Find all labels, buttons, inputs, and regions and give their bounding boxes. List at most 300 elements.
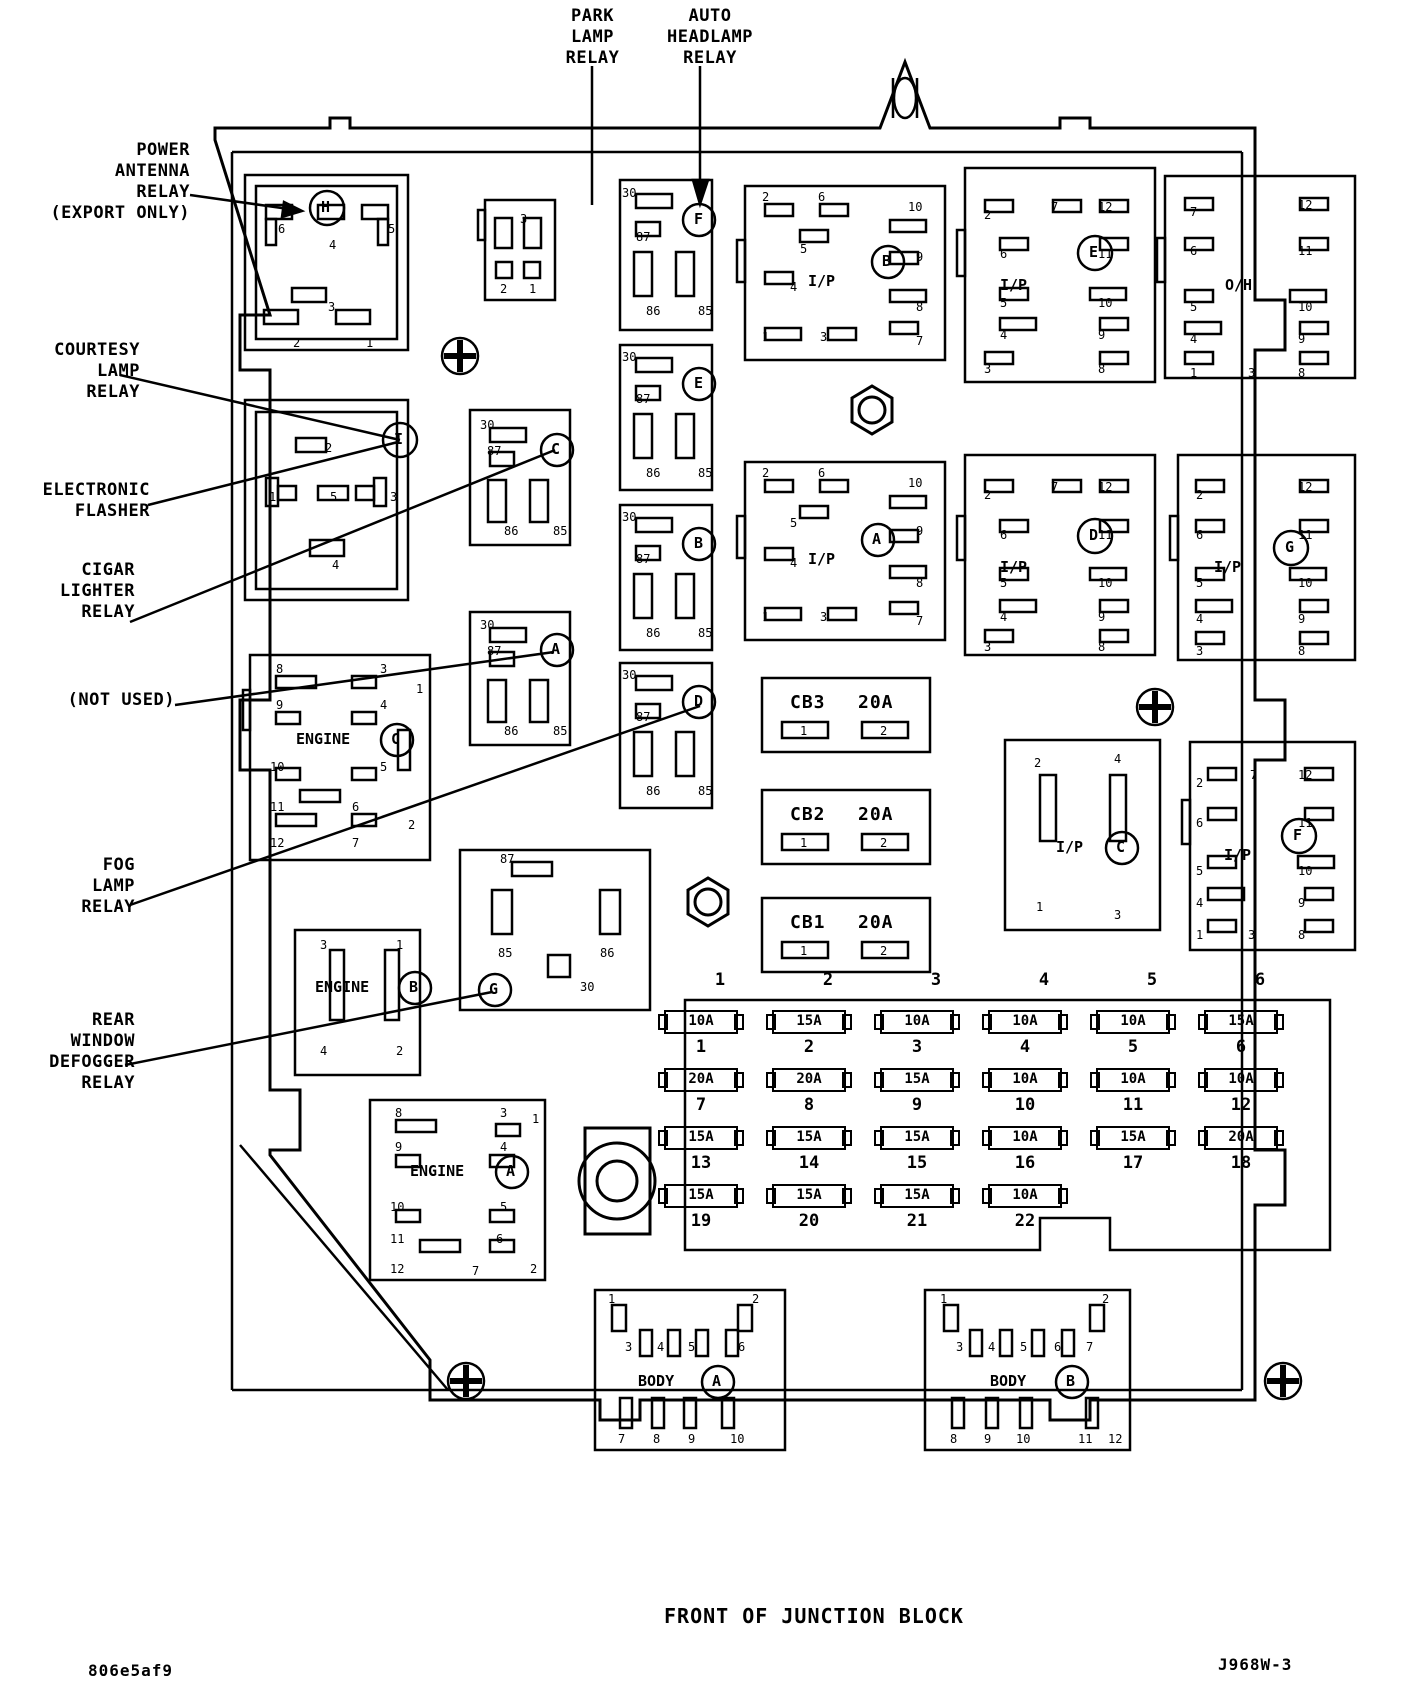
connector-letter-B: B	[882, 252, 892, 270]
pin-87: 87	[636, 552, 651, 566]
pin-85: 85	[553, 524, 568, 538]
fuse-number: 9	[911, 1095, 923, 1115]
pin-1: 1	[800, 724, 808, 738]
pin-6: 6	[278, 222, 286, 236]
pin-5: 5	[1196, 864, 1204, 878]
footer-right-code: J968W-3	[1218, 1655, 1293, 1674]
pin-85: 85	[698, 784, 713, 798]
pin-8: 8	[276, 662, 284, 676]
pin-4: 4	[657, 1340, 665, 1354]
pin-2: 2	[408, 818, 416, 832]
pin-7: 7	[1051, 480, 1059, 494]
pin-3: 3	[320, 938, 328, 952]
connector-name-ip-e: I/P	[1000, 276, 1028, 294]
pin-11: 11	[1298, 528, 1313, 542]
pin-3: 3	[984, 640, 992, 654]
pin-4: 4	[1000, 610, 1008, 624]
pin-87: 87	[487, 444, 502, 458]
pin-85: 85	[553, 724, 568, 738]
connector-name-ip-b: I/P	[808, 272, 836, 290]
pin-6: 6	[1000, 247, 1008, 261]
pin-4: 4	[500, 1140, 508, 1154]
fuse-slot[interactable]	[1090, 1126, 1176, 1178]
pin-1: 1	[1196, 928, 1204, 942]
pin-30: 30	[480, 418, 495, 432]
fuse-rating: 15A	[688, 1129, 714, 1145]
fuse-rating: 15A	[796, 1187, 822, 1203]
fuse-rating: 15A	[904, 1071, 930, 1087]
pin-8: 8	[395, 1106, 403, 1120]
pin-2: 2	[880, 724, 888, 738]
pin-3: 3	[500, 1106, 508, 1120]
pin-3: 3	[390, 490, 398, 504]
pin-2: 2	[530, 1262, 538, 1276]
pin-7: 7	[916, 334, 924, 348]
connector-name-oh: O/H	[1225, 276, 1253, 294]
pin-4: 4	[380, 698, 388, 712]
pin-9: 9	[984, 1432, 992, 1446]
fuse-rating: 20A	[1228, 1129, 1254, 1145]
fuse-column-header: 2	[822, 970, 834, 990]
fuse-number: 13	[690, 1153, 712, 1173]
fuse-column-header: 6	[1254, 970, 1266, 990]
pin-5: 5	[688, 1340, 696, 1354]
pin-1: 1	[416, 682, 424, 696]
fuse-rating: 10A	[1012, 1187, 1038, 1203]
pin-6: 6	[1196, 528, 1204, 542]
pin-9: 9	[1298, 896, 1306, 910]
pin-7: 7	[352, 836, 360, 850]
pin-86: 86	[646, 626, 661, 640]
pin-5: 5	[1190, 300, 1198, 314]
pin-9: 9	[916, 524, 924, 538]
relay-letter-H: H	[321, 198, 331, 216]
pin-87: 87	[636, 392, 651, 406]
fuse-number: 4	[1019, 1037, 1031, 1057]
pin-5: 5	[330, 490, 338, 504]
pin-7: 7	[1086, 1340, 1094, 1354]
pin-86: 86	[646, 784, 661, 798]
fuse-slot[interactable]	[766, 1184, 852, 1236]
pin-3: 3	[1196, 644, 1204, 658]
pin-10: 10	[390, 1200, 405, 1214]
pin-1: 1	[940, 1292, 948, 1306]
fuse-rating: 15A	[1228, 1013, 1254, 1029]
pin-30: 30	[622, 186, 637, 200]
fuse-rating: 10A	[1120, 1013, 1146, 1029]
pin-8: 8	[1298, 928, 1306, 942]
fuse-number: 10	[1014, 1095, 1036, 1115]
fuse-slot[interactable]	[1090, 1010, 1176, 1062]
pin-5: 5	[388, 222, 396, 236]
fuse-rating: 10A	[1120, 1071, 1146, 1087]
relay-letter-F: F	[694, 210, 704, 228]
pin-4: 4	[988, 1340, 996, 1354]
fuse-slot[interactable]	[982, 1126, 1068, 1178]
fuse-rating: 20A	[796, 1071, 822, 1087]
fuse-column-header: 5	[1146, 970, 1158, 990]
fuse-slot[interactable]	[874, 1068, 960, 1120]
pin-1: 1	[608, 1292, 616, 1306]
pin-11: 11	[1078, 1432, 1093, 1446]
pin-10: 10	[270, 760, 285, 774]
pin-9: 9	[1098, 610, 1106, 624]
pin-4: 4	[329, 238, 337, 252]
pin-11: 11	[1298, 244, 1313, 258]
pin-4: 4	[1114, 752, 1122, 766]
connector-letter-B: B	[1066, 1372, 1076, 1390]
callout-electronic-flasher: ELECTRONIC FLASHER	[42, 480, 150, 521]
pin-8: 8	[653, 1432, 661, 1446]
fuse-rating: 15A	[688, 1187, 714, 1203]
callout-cigar-lighter-relay: CIGAR LIGHTER RELAY	[59, 560, 135, 622]
pin-30: 30	[480, 618, 495, 632]
fuse-rating: 15A	[796, 1129, 822, 1145]
relay-letter-D: D	[694, 692, 704, 710]
pin-9: 9	[395, 1140, 403, 1154]
pin-9: 9	[688, 1432, 696, 1446]
pin-8: 8	[1298, 644, 1306, 658]
pin-2: 2	[500, 282, 508, 296]
pin-10: 10	[908, 200, 923, 214]
pin-9: 9	[276, 698, 284, 712]
pin-2: 2	[1196, 776, 1204, 790]
connector-letter-G: G	[1285, 538, 1295, 556]
cb3-rating: 20A	[858, 692, 894, 713]
fuse-slot[interactable]	[658, 1068, 744, 1120]
pin-10: 10	[1098, 296, 1113, 310]
pin-5: 5	[1196, 576, 1204, 590]
pin-6: 6	[818, 466, 826, 480]
connector-letter-A: A	[712, 1372, 722, 1390]
pin-7: 7	[472, 1264, 480, 1278]
fuse-rating: 10A	[904, 1013, 930, 1029]
fuse-slot[interactable]	[766, 1126, 852, 1178]
pin-9: 9	[916, 250, 924, 264]
pin-9: 9	[1298, 332, 1306, 346]
pin-86: 86	[646, 466, 661, 480]
fuse-slot[interactable]	[874, 1184, 960, 1236]
pin-2: 2	[752, 1292, 760, 1306]
fuse-number: 11	[1122, 1095, 1144, 1115]
pin-7: 7	[618, 1432, 626, 1446]
pin-10: 10	[1298, 576, 1313, 590]
pin-2: 2	[984, 488, 992, 502]
pin-1: 1	[1036, 900, 1044, 914]
pin-6: 6	[1000, 528, 1008, 542]
pin-3: 3	[520, 212, 528, 226]
fuse-number: 16	[1014, 1153, 1036, 1173]
pin-7: 7	[1250, 768, 1258, 782]
fuse-number: 6	[1235, 1037, 1247, 1057]
pin-4: 4	[1196, 612, 1204, 626]
pin-87: 87	[487, 644, 502, 658]
pin-3: 3	[380, 662, 388, 676]
pin-5: 5	[800, 242, 808, 256]
pin-85: 85	[698, 304, 713, 318]
pin-8: 8	[1098, 362, 1106, 376]
pin-6: 6	[1190, 244, 1198, 258]
pin-11: 11	[1298, 816, 1313, 830]
pin-6: 6	[352, 800, 360, 814]
connector-name-ip-g: I/P	[1214, 558, 1242, 576]
pin-30: 30	[622, 668, 637, 682]
connector-name-ip-c: I/P	[1056, 838, 1084, 856]
pin-4: 4	[1190, 332, 1198, 346]
pin-7: 7	[1190, 205, 1198, 219]
fuse-number: 20	[798, 1211, 820, 1231]
pin-10: 10	[1298, 864, 1313, 878]
callout-auto-headlamp-relay: AUTO HEADLAMP RELAY	[667, 6, 753, 68]
pin-12: 12	[1098, 200, 1113, 214]
fuse-slot[interactable]	[1090, 1068, 1176, 1120]
relay-letter-B: B	[694, 534, 704, 552]
pin-4: 4	[1000, 328, 1008, 342]
fuse-slot[interactable]	[982, 1184, 1068, 1236]
pin-12: 12	[390, 1262, 405, 1276]
relay-letter-A: A	[551, 640, 561, 658]
fuse-slot[interactable]	[766, 1068, 852, 1120]
fuse-number: 3	[911, 1037, 923, 1057]
connector-letter-D: D	[1089, 526, 1099, 544]
relay-letter-E: E	[694, 374, 704, 392]
pin-30: 30	[622, 510, 637, 524]
pin-4: 4	[332, 558, 340, 572]
pin-4: 4	[790, 556, 798, 570]
pin-9: 9	[1298, 612, 1306, 626]
fuse-slot[interactable]	[1198, 1010, 1284, 1062]
pin-9: 9	[1098, 328, 1106, 342]
fuse-slot[interactable]	[1198, 1068, 1284, 1120]
pin-3: 3	[1248, 928, 1256, 942]
pin-6: 6	[1196, 816, 1204, 830]
fuse-column-header: 1	[714, 970, 726, 990]
pin-11: 11	[390, 1232, 405, 1246]
cb3-name: CB3	[790, 692, 826, 713]
fuse-rating: 15A	[1120, 1129, 1146, 1145]
connector-letter-F: F	[1293, 826, 1303, 844]
pin-1: 1	[396, 938, 404, 952]
relay-letter-G: G	[489, 980, 499, 998]
pin-8: 8	[1098, 640, 1106, 654]
connector-letter-A: A	[872, 530, 882, 548]
callout-fog-lamp-relay: FOG LAMP RELAY	[81, 855, 135, 917]
fuse-column-header: 3	[930, 970, 942, 990]
pin-12: 12	[1298, 768, 1313, 782]
connector-name-body-b: BODY	[990, 1372, 1027, 1390]
fuse-slot[interactable]	[982, 1010, 1068, 1062]
pin-30: 30	[622, 350, 637, 364]
pin-86: 86	[504, 724, 519, 738]
pin-3: 3	[1248, 366, 1256, 380]
pin-8: 8	[916, 576, 924, 590]
pin-5: 5	[1000, 576, 1008, 590]
pin-4: 4	[320, 1044, 328, 1058]
fuse-number: 18	[1230, 1153, 1252, 1173]
pin-2: 2	[880, 836, 888, 850]
pin-86: 86	[646, 304, 661, 318]
pin-12: 12	[1298, 198, 1313, 212]
connector-name-body-a: BODY	[638, 1372, 675, 1390]
pin-5: 5	[1020, 1340, 1028, 1354]
connector-name-ip-a: I/P	[808, 550, 836, 568]
footer-left-code: 806e5af9	[88, 1661, 174, 1680]
fuse-column-header: 4	[1038, 970, 1050, 990]
pin-85: 85	[698, 626, 713, 640]
fuse-number: 15	[906, 1153, 928, 1173]
pin-85: 85	[498, 946, 513, 960]
fuse-number: 14	[798, 1153, 820, 1173]
pin-6: 6	[1054, 1340, 1062, 1354]
connector-name-engine-a: ENGINE	[410, 1162, 465, 1180]
pin-2: 2	[984, 208, 992, 222]
pin-3: 3	[984, 362, 992, 376]
fuse-slot[interactable]	[1198, 1126, 1284, 1178]
pin-8: 8	[1298, 366, 1306, 380]
fuse-number: 5	[1127, 1037, 1139, 1057]
pin-1: 1	[1190, 366, 1198, 380]
connector-letter-A: A	[506, 1162, 516, 1180]
fuse-slot[interactable]	[658, 1010, 744, 1062]
fuse-rating: 15A	[904, 1187, 930, 1203]
pin-3: 3	[820, 610, 828, 624]
pin-5: 5	[1000, 296, 1008, 310]
callout-courtesy-lamp-relay: COURTESY LAMP RELAY	[54, 340, 140, 402]
fuse-number: 1	[695, 1037, 707, 1057]
connector-letter-C: C	[391, 730, 401, 748]
callout-power-antenna-relay: POWER ANTENNA RELAY (EXPORT ONLY)	[50, 140, 190, 223]
pin-10: 10	[1098, 576, 1113, 590]
pin-7: 7	[916, 614, 924, 628]
fuse-rating: 15A	[796, 1013, 822, 1029]
pin-2: 2	[293, 336, 301, 350]
fuse-number: 17	[1122, 1153, 1144, 1173]
pin-11: 11	[270, 800, 285, 814]
pin-3: 3	[956, 1340, 964, 1354]
fuse-rating: 15A	[904, 1129, 930, 1145]
pin-2: 2	[325, 441, 333, 455]
pin-87: 87	[636, 710, 651, 724]
pin-11: 11	[1098, 528, 1113, 542]
fuse-number: 7	[695, 1095, 707, 1115]
relay-letter-C: C	[551, 440, 561, 458]
pin-10: 10	[1298, 300, 1313, 314]
cb2-rating: 20A	[858, 804, 894, 825]
pin-5: 5	[790, 516, 798, 530]
fuse-number: 8	[803, 1095, 815, 1115]
pin-3: 3	[1114, 908, 1122, 922]
pin-1: 1	[762, 330, 770, 344]
pin-3: 3	[328, 300, 336, 314]
relay-letter-I: I	[394, 430, 404, 448]
pin-2: 2	[762, 466, 770, 480]
pin-1: 1	[762, 610, 770, 624]
fuse-rating: 10A	[688, 1013, 714, 1029]
pin-11: 11	[1098, 247, 1113, 261]
cb1-rating: 20A	[858, 912, 894, 933]
fuse-slot[interactable]	[982, 1068, 1068, 1120]
pin-3: 3	[625, 1340, 633, 1354]
fuse-number: 22	[1014, 1211, 1036, 1231]
fuse-number: 12	[1230, 1095, 1252, 1115]
pin-2: 2	[396, 1044, 404, 1058]
fuse-rating: 10A	[1012, 1071, 1038, 1087]
pin-7: 7	[1051, 200, 1059, 214]
connector-name-engine-c: ENGINE	[296, 730, 351, 748]
connector-name-ip-f: I/P	[1224, 846, 1252, 864]
pin-87: 87	[636, 230, 651, 244]
pin-12: 12	[1108, 1432, 1123, 1446]
pin-2: 2	[1196, 488, 1204, 502]
pin-6: 6	[818, 190, 826, 204]
pin-1: 1	[529, 282, 537, 296]
fuse-number: 19	[690, 1211, 712, 1231]
pin-12: 12	[270, 836, 285, 850]
pin-10: 10	[1016, 1432, 1031, 1446]
fuse-slot[interactable]	[766, 1010, 852, 1062]
connector-name-engine-b: ENGINE	[315, 978, 370, 996]
page-title: FRONT OF JUNCTION BLOCK	[664, 1604, 964, 1628]
pin-1: 1	[366, 336, 374, 350]
connector-name-ip-d: I/P	[1000, 558, 1028, 576]
fuse-number: 21	[906, 1211, 928, 1231]
pin-2: 2	[1102, 1292, 1110, 1306]
pin-5: 5	[380, 760, 388, 774]
pin-8: 8	[950, 1432, 958, 1446]
cb1-name: CB1	[790, 912, 826, 933]
pin-12: 12	[1098, 480, 1113, 494]
pin-3: 3	[820, 330, 828, 344]
pin-8: 8	[916, 300, 924, 314]
pin-87: 87	[500, 852, 515, 866]
callout-not-used: (NOT USED)	[67, 690, 175, 710]
pin-86: 86	[600, 946, 615, 960]
pin-2: 2	[1034, 756, 1042, 770]
connector-letter-E: E	[1089, 243, 1099, 261]
pin-5: 5	[500, 1200, 508, 1214]
pin-6: 6	[738, 1340, 746, 1354]
pin-1: 1	[532, 1112, 540, 1126]
fuse-rating: 10A	[1228, 1071, 1254, 1087]
connector-letter-C: C	[1116, 838, 1126, 856]
pin-12: 12	[1298, 480, 1313, 494]
pin-4: 4	[1196, 896, 1204, 910]
pin-2: 2	[880, 944, 888, 958]
pin-6: 6	[496, 1232, 504, 1246]
connector-letter-B: B	[409, 978, 419, 996]
pin-1: 1	[800, 836, 808, 850]
pin-1: 1	[800, 944, 808, 958]
fuse-slot[interactable]	[874, 1010, 960, 1062]
pin-30: 30	[580, 980, 595, 994]
pin-86: 86	[504, 524, 519, 538]
fuse-number: 2	[803, 1037, 815, 1057]
pin-85: 85	[698, 466, 713, 480]
fuse-slot[interactable]	[658, 1184, 744, 1236]
pin-10: 10	[908, 476, 923, 490]
callout-park-lamp-relay: PARK LAMP RELAY	[565, 6, 620, 68]
cb2-name: CB2	[790, 804, 826, 825]
fuse-slot[interactable]	[658, 1126, 744, 1178]
callout-rear-window-defogger-relay: REAR WINDOW DEFOGGER RELAY	[49, 1010, 135, 1093]
fuse-rating: 20A	[688, 1071, 714, 1087]
fuse-slot[interactable]	[874, 1126, 960, 1178]
fuse-rating: 10A	[1012, 1129, 1038, 1145]
fuse-rating: 10A	[1012, 1013, 1038, 1029]
pin-4: 4	[790, 280, 798, 294]
pin-2: 2	[762, 190, 770, 204]
pin-10: 10	[730, 1432, 745, 1446]
